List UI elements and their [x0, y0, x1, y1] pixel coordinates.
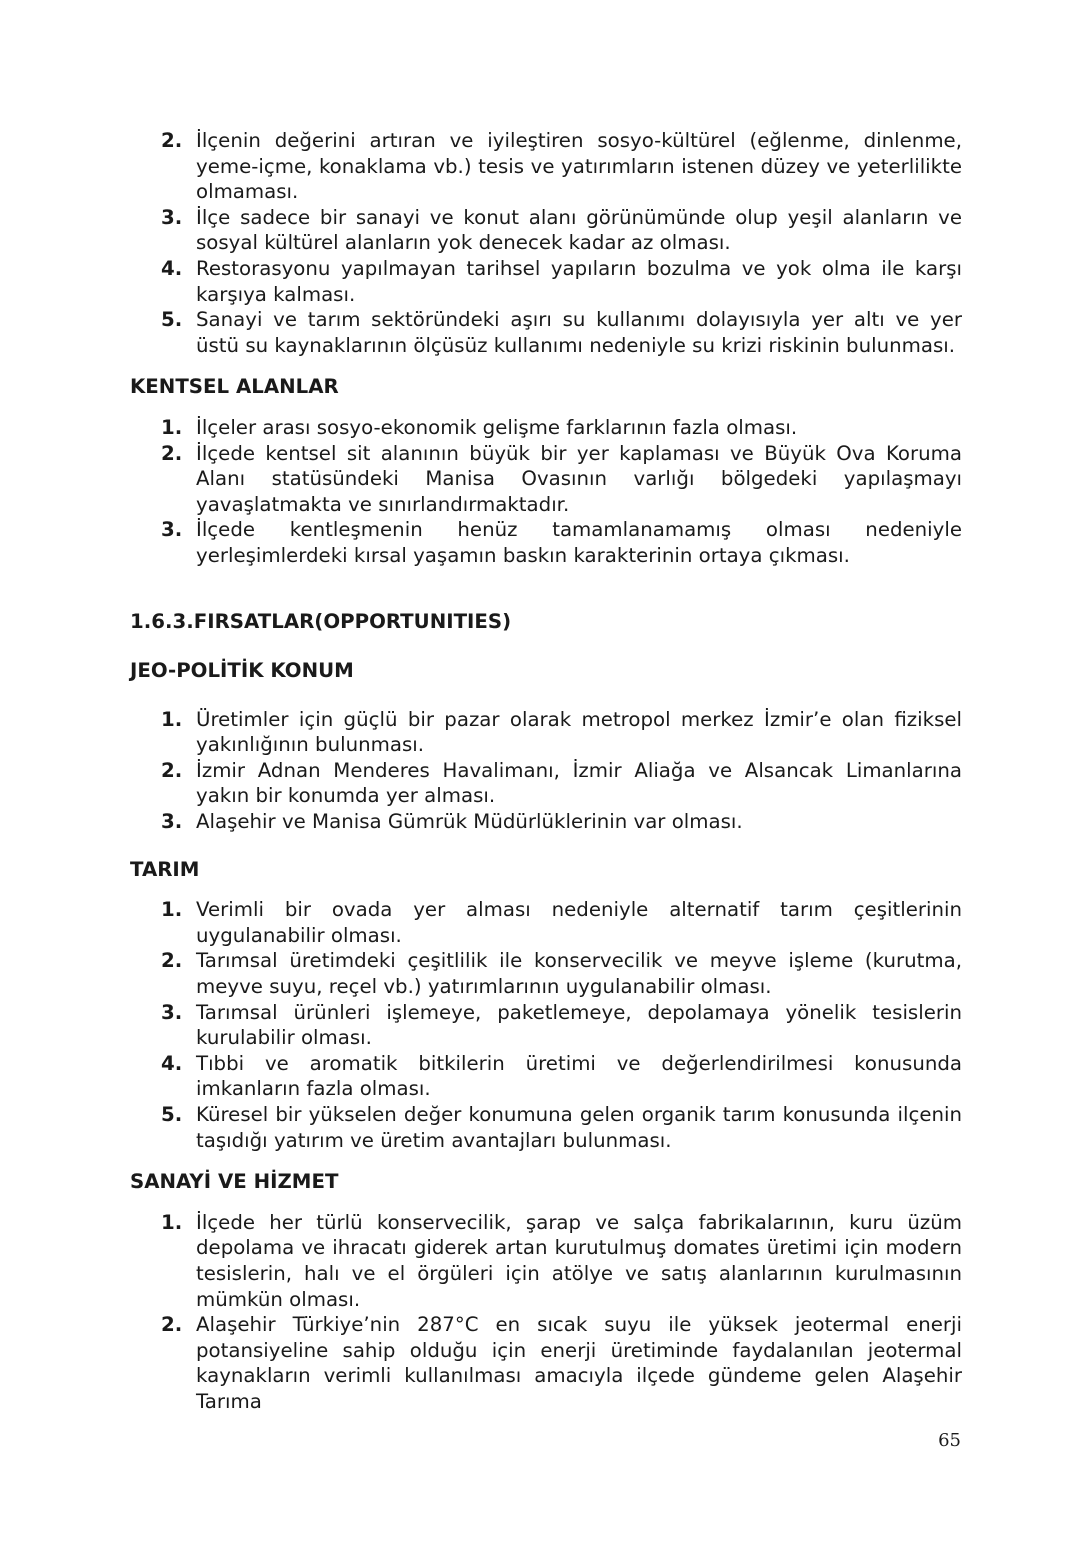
section-heading-sanayi-ve-hizmet: SANAYİ VE HİZMET — [130, 1170, 339, 1194]
item-text: Alaşehir Türkiye’nin 287°C en sıcak suyu ile yüksek jeotermal enerji potansiyeline sahip olduğu için enerji üretiminde faydalanılan jeotermal kaynakların verimli kullanılması amacıyla ilçede gündeme gelen Alaşehir Tarıma — [196, 1313, 962, 1413]
item-number: 3. — [161, 810, 183, 834]
item-text: İlçe sadece bir sanayi ve konut alanı görünümünde olup yeşil alanların ve sosyal kültürel alanların yok denecek kadar az olması. — [196, 205, 962, 255]
item-text: İlçenin değerini artıran ve iyileştiren sosyo-kültürel (eğlenme, dinlenme, yeme-içme, konaklama vb.) tesis ve yatırımların istenen düzey ve yeterlilikte olmaması. — [196, 129, 962, 204]
item-number: 2. — [161, 949, 183, 973]
item-number: 1. — [161, 898, 183, 922]
section-heading-firsatlar: 1.6.3.FIRSATLAR(OPPORTUNITIES) — [130, 609, 512, 633]
item-text: İzmir Adnan Menderes Havalimanı, İzmir Aliağa ve Alsancak Limanlarına yakın bir konumda yer alması. — [196, 758, 962, 808]
list-item — [130, 1051, 962, 1102]
tarim-list — [130, 897, 962, 1153]
list-item — [130, 1210, 962, 1312]
item-text: Üretimler için güçlü bir pazar olarak metropol merkez İzmir’e olan fiziksel yakınlığının bulunması. — [196, 707, 962, 757]
sanayi-ve-hizmet-list — [130, 1210, 962, 1415]
list-item — [130, 517, 962, 568]
item-text: İlçeler arası sosyo-ekonomik gelişme farklarının fazla olması. — [196, 415, 798, 439]
list-item — [130, 1312, 962, 1414]
list-item — [130, 128, 962, 205]
item-text: Restorasyonu yapılmayan tarihsel yapıların bozulma ve yok olma ile karşı karşıya kalması. — [196, 256, 962, 306]
item-number: 5. — [161, 308, 183, 332]
item-number: 3. — [161, 518, 183, 542]
list-item — [130, 758, 962, 809]
item-number: 3. — [161, 205, 183, 229]
section-heading-kentsel-alanlar: KENTSEL ALANLAR — [130, 375, 339, 399]
item-text: İlçede kentleşmenin henüz tamamlanamamış olması nedeniyle yerleşimlerdeki kırsal yaşamın baskın karakterinin ortaya çıkması. — [196, 518, 962, 567]
item-text: Tarımsal ürünleri işlemeye, paketlemeye, depolamaya yönelik tesislerin kurulabilir olması. — [196, 1000, 962, 1050]
list-item — [130, 897, 962, 948]
item-text: İlçede her türlü konservecilik, şarap ve salça fabrikalarının, kuru üzüm depolama ve ihracatı giderek artan kurutulmuş domates üretimi için modern tesislerin, halı ve el örgüleri için atölye ve satış alanlarının kurulmasının mümkün olması. — [196, 1210, 962, 1311]
item-number: 4. — [161, 1051, 183, 1075]
list-item — [130, 256, 962, 307]
list-item — [130, 307, 962, 358]
list-item — [130, 415, 962, 441]
item-text: Verimli bir ovada yer alması nedeniyle alternatif tarım çeşitlerinin uygulanabilir olması. — [196, 898, 962, 947]
item-number: 2. — [161, 758, 183, 782]
item-text: İlçede kentsel sit alanının büyük bir yer kaplaması ve Büyük Ova Koruma Alanı statüsündeki Manisa Ovasının varlığı bölgedeki yapılaşmayı yavaşlatmakta ve sınırlandırmaktadır. — [196, 441, 962, 516]
item-number: 1. — [161, 415, 183, 439]
weakness-list-continued — [130, 128, 962, 358]
list-item — [130, 205, 962, 256]
item-text: Küresel bir yükselen değer konumuna gelen organik tarım konusunda ilçenin taşıdığı yatırım ve üretim avantajları bulunması. — [196, 1103, 962, 1152]
item-text: Alaşehir ve Manisa Gümrük Müdürlüklerinin var olması. — [196, 810, 743, 834]
list-item — [130, 441, 962, 518]
item-number: 2. — [161, 1313, 183, 1337]
list-item — [130, 809, 962, 835]
page-body — [130, 128, 962, 1415]
list-item — [130, 1102, 962, 1153]
item-number: 4. — [161, 256, 183, 280]
list-item — [130, 948, 962, 999]
item-number: 1. — [161, 707, 183, 731]
list-item — [130, 1000, 962, 1051]
page-number: 65 — [938, 1430, 961, 1451]
section-heading-jeo-politik-konum: JEO-POLİTİK KONUM — [130, 659, 354, 683]
item-number: 3. — [161, 1000, 183, 1024]
item-text: Tarımsal üretimdeki çeşitlilik ile konservecilik ve meyve işleme (kurutma, meyve suyu, reçel vb.) yatırımlarının uygulanabilir olması. — [196, 949, 962, 999]
kentsel-alanlar-list — [130, 415, 962, 569]
item-number: 1. — [161, 1210, 183, 1234]
item-number: 2. — [161, 441, 183, 465]
item-number: 2. — [161, 129, 183, 152]
section-heading-tarim: TARIM — [130, 857, 200, 881]
jeo-politik-list — [130, 707, 962, 835]
item-number: 5. — [161, 1103, 183, 1126]
item-text: Tıbbi ve aromatik bitkilerin üretimi ve değerlendirilmesi konusunda imkanların fazla olması. — [196, 1051, 962, 1101]
list-item — [130, 707, 962, 758]
item-text: Sanayi ve tarım sektöründeki aşırı su kullanımı dolayısıyla yer altı ve yer üstü su kaynaklarının ölçüsüz kullanımı nedeniyle su krizi riskinin bulunması. — [196, 308, 962, 357]
